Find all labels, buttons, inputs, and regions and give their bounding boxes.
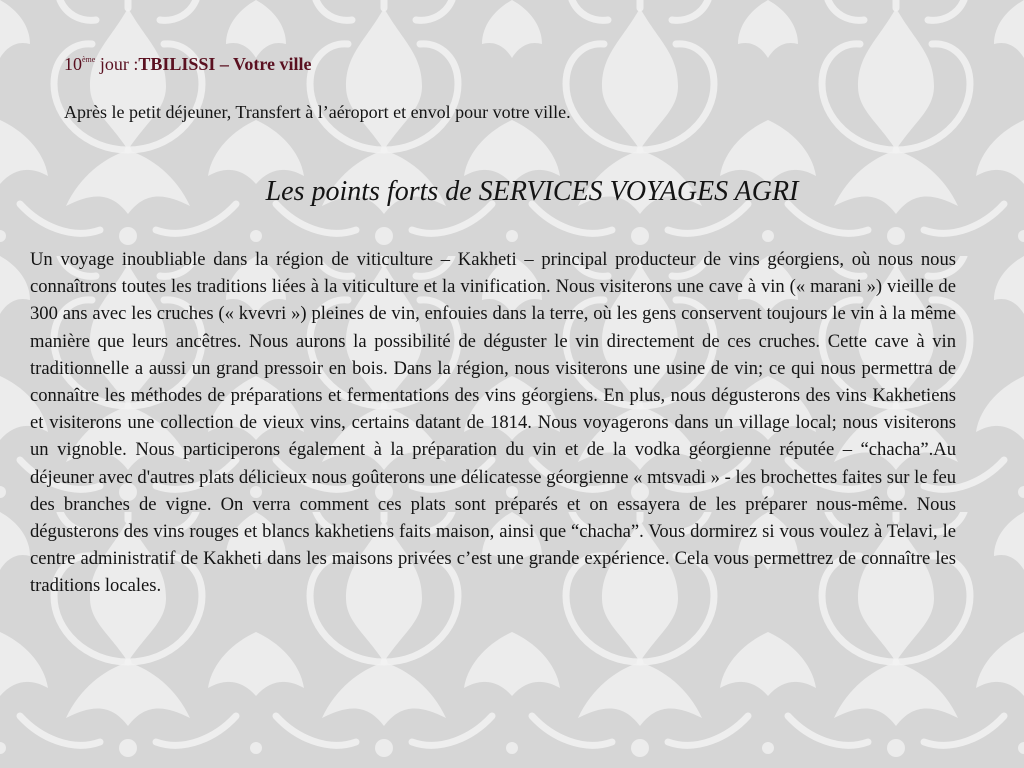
- highlights-body: Un voyage inoubliable dans la région de viticulture – Kakheti – principal producteur de vins géorgiens, où nous nous connaîtrons toutes les traditions liées à la viticulture et la vinification. Nous visiterons une cave à vin (« marani ») vieille de 300 ans avec les cruches (« kvevri ») pleines de vin, enfouies dans la terre, où les gens conservent toujours le vin à la même manière que leurs ancêtres. Nous aurons la possibilité de déguster le vin directement de ces cruches. Cette cave à vin traditionnelle a aussi un grand pressoir en bois. Dans la région, nous visiterons une usine de vin; ce qui nous permettra de connaître les méthodes de préparations et fermentations des vins géorgiens. En plus, nous dégusterons des vins Kakhetiens et visiterons une collection de vieux vins, certains datant de 1814. Nous voyagerons dans un village local; nous visiterons un vignoble. Nous participerons également à la préparation du vin et de la vodka géorgienne réputée – “chacha”.Au déjeuner avec d'autres plats délicieux nous goûterons une délicatesse géorgienne « mtsvadi » - les brochettes faites sur le feu des branches de vigne. On verra comment ces plats sont préparés et on essayera de les préparer nous-même. Nous dégusterons des vins rouges et blancs kakhetiens faits maison, ainsi que “chacha”. Vous dormirez si vous voulez à Telavi, le centre administratif de Kakheti dans les maisons privées c’est une grande expérience. Cela vous permettrez de connaître les traditions locales.: [30, 249, 956, 597]
- day-city: TBILISSI – Votre ville: [138, 54, 312, 74]
- intro-text: Après le petit déjeuner, Transfert à l’aéroport et envol pour votre ville.: [64, 102, 571, 122]
- day-label: jour :: [95, 54, 139, 74]
- day-suffix: ème: [82, 55, 96, 64]
- highlights-title: Les points forts de SERVICES VOYAGES AGRI: [265, 176, 799, 207]
- day-heading: [64, 54, 312, 75]
- day-number: 10: [64, 54, 82, 74]
